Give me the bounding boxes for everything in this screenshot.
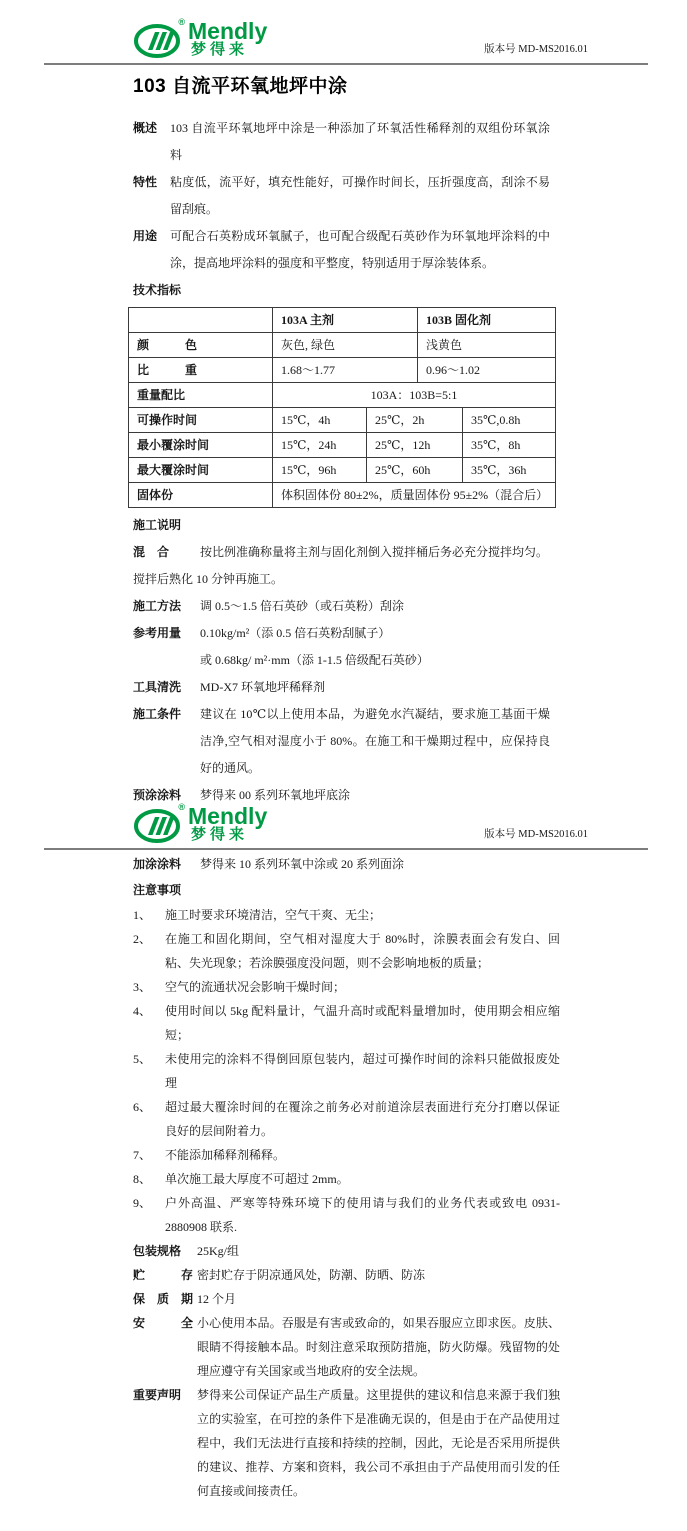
note-number: 7、 [133, 1148, 152, 1162]
construction-heading: 施工说明 [133, 518, 182, 532]
table-row-pot-life [129, 408, 556, 433]
brand-name-en: Mendly [188, 803, 268, 829]
header-divider [44, 63, 648, 65]
table-row-ratio [129, 383, 556, 408]
color-label-cell: 颜 色 [129, 333, 273, 358]
ratio-label-cell: 重量配比 [129, 383, 273, 408]
note-text: 户外高温、严寒等特殊环境下的使用请与我们的业务代表或致电 0931-2880908 联系. [165, 1196, 560, 1234]
shelf-life-section [133, 1287, 563, 1311]
mendly-logo-icon [134, 17, 185, 60]
recoat-section [133, 851, 563, 877]
mix-section [133, 539, 563, 566]
shelf-life-text: 12 个月 [197, 1292, 237, 1306]
note-text: 空气的流通状况会影响干燥时间； [165, 980, 346, 994]
page1-content [133, 75, 563, 809]
dosage-section [133, 620, 563, 674]
statement-label: 重要声明 [133, 1388, 182, 1402]
min-25-cell: 25℃，12h [367, 433, 463, 458]
note-text: 使用时间以 5kg 配料量计，气温升高时或配料量增加时，使用期会相应缩短； [165, 1004, 560, 1042]
conditions-section [133, 701, 563, 782]
gravity-a-cell: 1.68～1.77 [273, 358, 418, 383]
brand-name-cn: 梦得来 [191, 41, 249, 58]
version-label: 版本号 MD-MS2016.01 [484, 44, 588, 55]
mendly-logo [134, 17, 268, 60]
packing-text: 25Kg/组 [197, 1244, 240, 1258]
note-text: 单次施工最大厚度不可超过 2mm。 [165, 1172, 349, 1186]
note-number: 9、 [133, 1196, 152, 1210]
version-label: 版本号 MD-MS2016.01 [484, 829, 588, 840]
page-title: 103 自流平环氧地坪中涂 [133, 76, 348, 97]
statement-section [133, 1383, 563, 1503]
min-15-cell: 15℃，24h [273, 433, 367, 458]
dosage-line-2: 或 0.68kg/ m²·mm（添 1-1.5 倍级配石英砂） [200, 653, 429, 667]
note-text: 在施工和固化期间，空气相对湿度大于 80%时，涂膜表面会有发白、回粘、失光现象；若涂膜强度没问题，则不会影响地板的质量； [165, 932, 560, 970]
conditions-label: 施工条件 [133, 707, 182, 721]
note-item-6 [133, 1095, 563, 1143]
storage-section [133, 1263, 563, 1287]
method-section [133, 593, 563, 620]
page2-content [133, 851, 563, 1503]
pot-25-cell: 25℃，2h [367, 408, 463, 433]
dosage-line-1: 0.10kg/m²（添 0.5 倍石英粉刮腻子） [200, 626, 391, 640]
note-text: 施工时要求环境清洁，空气干爽、无尘； [165, 908, 382, 922]
recoat-text: 梦得来 10 系列环氧中涂或 20 系列面涂 [200, 857, 405, 871]
table-row-gravity [129, 358, 556, 383]
note-item-5 [133, 1047, 563, 1095]
note-text: 超过最大覆涂时间的在覆涂之前务必对前道涂层表面进行充分打磨以保证良好的层间附着力。 [165, 1100, 560, 1138]
table-row-header [129, 308, 556, 333]
registered-trademark-icon: ® [178, 17, 185, 27]
usage-section [133, 223, 563, 277]
note-item-3 [133, 975, 563, 999]
header-empty-cell [129, 308, 273, 333]
features-label: 特性 [133, 175, 158, 189]
max-25-cell: 25℃，60h [367, 458, 463, 483]
overview-section [133, 115, 563, 169]
gravity-label-cell: 比 重 [129, 358, 273, 383]
note-number: 8、 [133, 1172, 152, 1186]
note-text: 未使用完的涂料不得倒回原包装内，超过可操作时间的涂料只能做报废处理 [165, 1052, 560, 1090]
safety-text: 小心使用本品。吞服是有害或致命的，如果吞服应立即求医。皮肤、眼睛不得接触本品。时刻注意采取预防措施，防火防爆。残留物的处理应遵守有关国家或当地政府的安全法规。 [197, 1316, 560, 1378]
usage-text: 可配合石英粉成环氧腻子，也可配合级配石英砂作为环氧地坪涂料的中涂，提高地坪涂料的强度和平整度，特别适用于厚涂装体系。 [170, 229, 550, 270]
note-item-2 [133, 927, 563, 975]
mendly-ellipse-mark-icon [134, 805, 184, 845]
note-item-4 [133, 999, 563, 1047]
note-number: 6、 [133, 1100, 152, 1114]
mendly-ellipse-mark-icon [134, 20, 184, 60]
logo-wordmark [188, 18, 268, 58]
features-text: 粘度低，流平好，填充性能好，可操作时间长，压折强度高，刮涂不易留刮痕。 [170, 175, 550, 216]
min-label-cell: 最小覆涂时间 [129, 433, 273, 458]
cleaning-text: MD-X7 环氧地坪稀释剂 [200, 680, 325, 694]
note-number: 4、 [133, 1004, 152, 1018]
precoat-text: 梦得来 00 系列环氧地坪底涂 [200, 788, 351, 802]
cleaning-section [133, 674, 563, 701]
note-item-8 [133, 1167, 563, 1191]
registered-trademark-icon: ® [178, 802, 185, 812]
header-103a-cell: 103A 主剂 [273, 308, 418, 333]
packing-label: 包装规格 [133, 1244, 182, 1258]
note-item-7 [133, 1143, 563, 1167]
cleaning-label: 工具清洗 [133, 680, 182, 694]
conditions-text: 建议在 10℃以上使用本品，为避免水汽凝结，要求施工基面干燥洁净,空气相对湿度小于 80%。在施工和干燥期过程中，应保持良好的通风。 [200, 707, 550, 775]
method-label: 施工方法 [133, 599, 182, 613]
statement-text: 梦得来公司保证产品生产质量。这里提供的建议和信息来源于我们独立的实验室，在可控的条件下是准确无误的，但是由于在产品使用过程中，我们无法进行直接和持续的控制，因此，无论是否采用所提供的建议、推荐、方案和资料，我公司不承担由于产品使用而引发的任何直接或间接责任。 [197, 1388, 560, 1498]
recoat-label: 加涂涂料 [133, 857, 182, 871]
table-row-min-recoat [129, 433, 556, 458]
mendly-logo [134, 802, 268, 845]
safety-label: 安 全 [133, 1316, 194, 1330]
overview-text: 103 自流平环氧地坪中涂是一种添加了环氧活性稀释剂的双组份环氧涂料 [170, 121, 550, 162]
gravity-b-cell: 0.96～1.02 [418, 358, 556, 383]
color-a-cell: 灰色, 绿色 [273, 333, 418, 358]
note-number: 1、 [133, 908, 152, 922]
page-header [0, 785, 687, 851]
note-item-9 [133, 1191, 563, 1239]
max-35-cell: 35℃，36h [463, 458, 556, 483]
brand-name-en: Mendly [188, 18, 268, 44]
note-number: 5、 [133, 1052, 152, 1066]
dosage-text [200, 620, 550, 674]
logo-wordmark [188, 803, 268, 843]
max-label-cell: 最大覆涂时间 [129, 458, 273, 483]
brand-name-cn: 梦得来 [191, 826, 249, 843]
pot-35-cell: 35℃,0.8h [463, 408, 556, 433]
solids-value-cell: 体积固体份 80±2%，质量固体份 95±2%（混合后） [273, 483, 556, 508]
dosage-label: 参考用量 [133, 626, 182, 640]
packing-section [133, 1239, 563, 1263]
page-2 [0, 785, 687, 1503]
note-item-1 [133, 903, 563, 927]
max-15-cell: 15℃，96h [273, 458, 367, 483]
mendly-logo-icon [134, 802, 185, 845]
table-row-max-recoat [129, 458, 556, 483]
mix-text: 按比例准确称量将主剂与固化剂倒入搅拌桶后务必充分搅拌均匀。 [200, 545, 549, 559]
solids-label-cell: 固体份 [129, 483, 273, 508]
overview-label: 概述 [133, 121, 158, 135]
pot-15-cell: 15℃，4h [273, 408, 367, 433]
pot-label-cell: 可操作时间 [129, 408, 273, 433]
header-divider [44, 848, 648, 850]
specs-table [128, 307, 556, 508]
features-section [133, 169, 563, 223]
table-row-solids [129, 483, 556, 508]
note-number: 2、 [133, 932, 152, 946]
mix-label: 混 合 [133, 545, 170, 559]
shelf-life-label: 保 质 期 [133, 1292, 194, 1306]
mix-text-line2: 搅拌后熟化 10 分钟再施工。 [133, 572, 284, 586]
ratio-value-cell: 103A：103B=5:1 [273, 383, 556, 408]
notes-heading: 注意事项 [133, 883, 182, 897]
storage-text: 密封贮存于阴凉通风处，防潮、防晒、防冻 [197, 1268, 426, 1282]
note-text: 不能添加稀释剂稀释。 [165, 1148, 286, 1162]
page-header [0, 0, 687, 66]
storage-label: 贮 存 [133, 1268, 194, 1282]
color-b-cell: 浅黄色 [418, 333, 556, 358]
note-number: 3、 [133, 980, 152, 994]
header-103b-cell: 103B 固化剂 [418, 308, 556, 333]
usage-label: 用途 [133, 229, 158, 243]
min-35-cell: 35℃，8h [463, 433, 556, 458]
specs-heading: 技术指标 [133, 283, 182, 297]
precoat-label: 预涂涂料 [133, 788, 182, 802]
table-row-color [129, 333, 556, 358]
method-text: 调 0.5～1.5 倍石英砂（或石英粉）刮涂 [200, 599, 405, 613]
safety-section [133, 1311, 563, 1383]
